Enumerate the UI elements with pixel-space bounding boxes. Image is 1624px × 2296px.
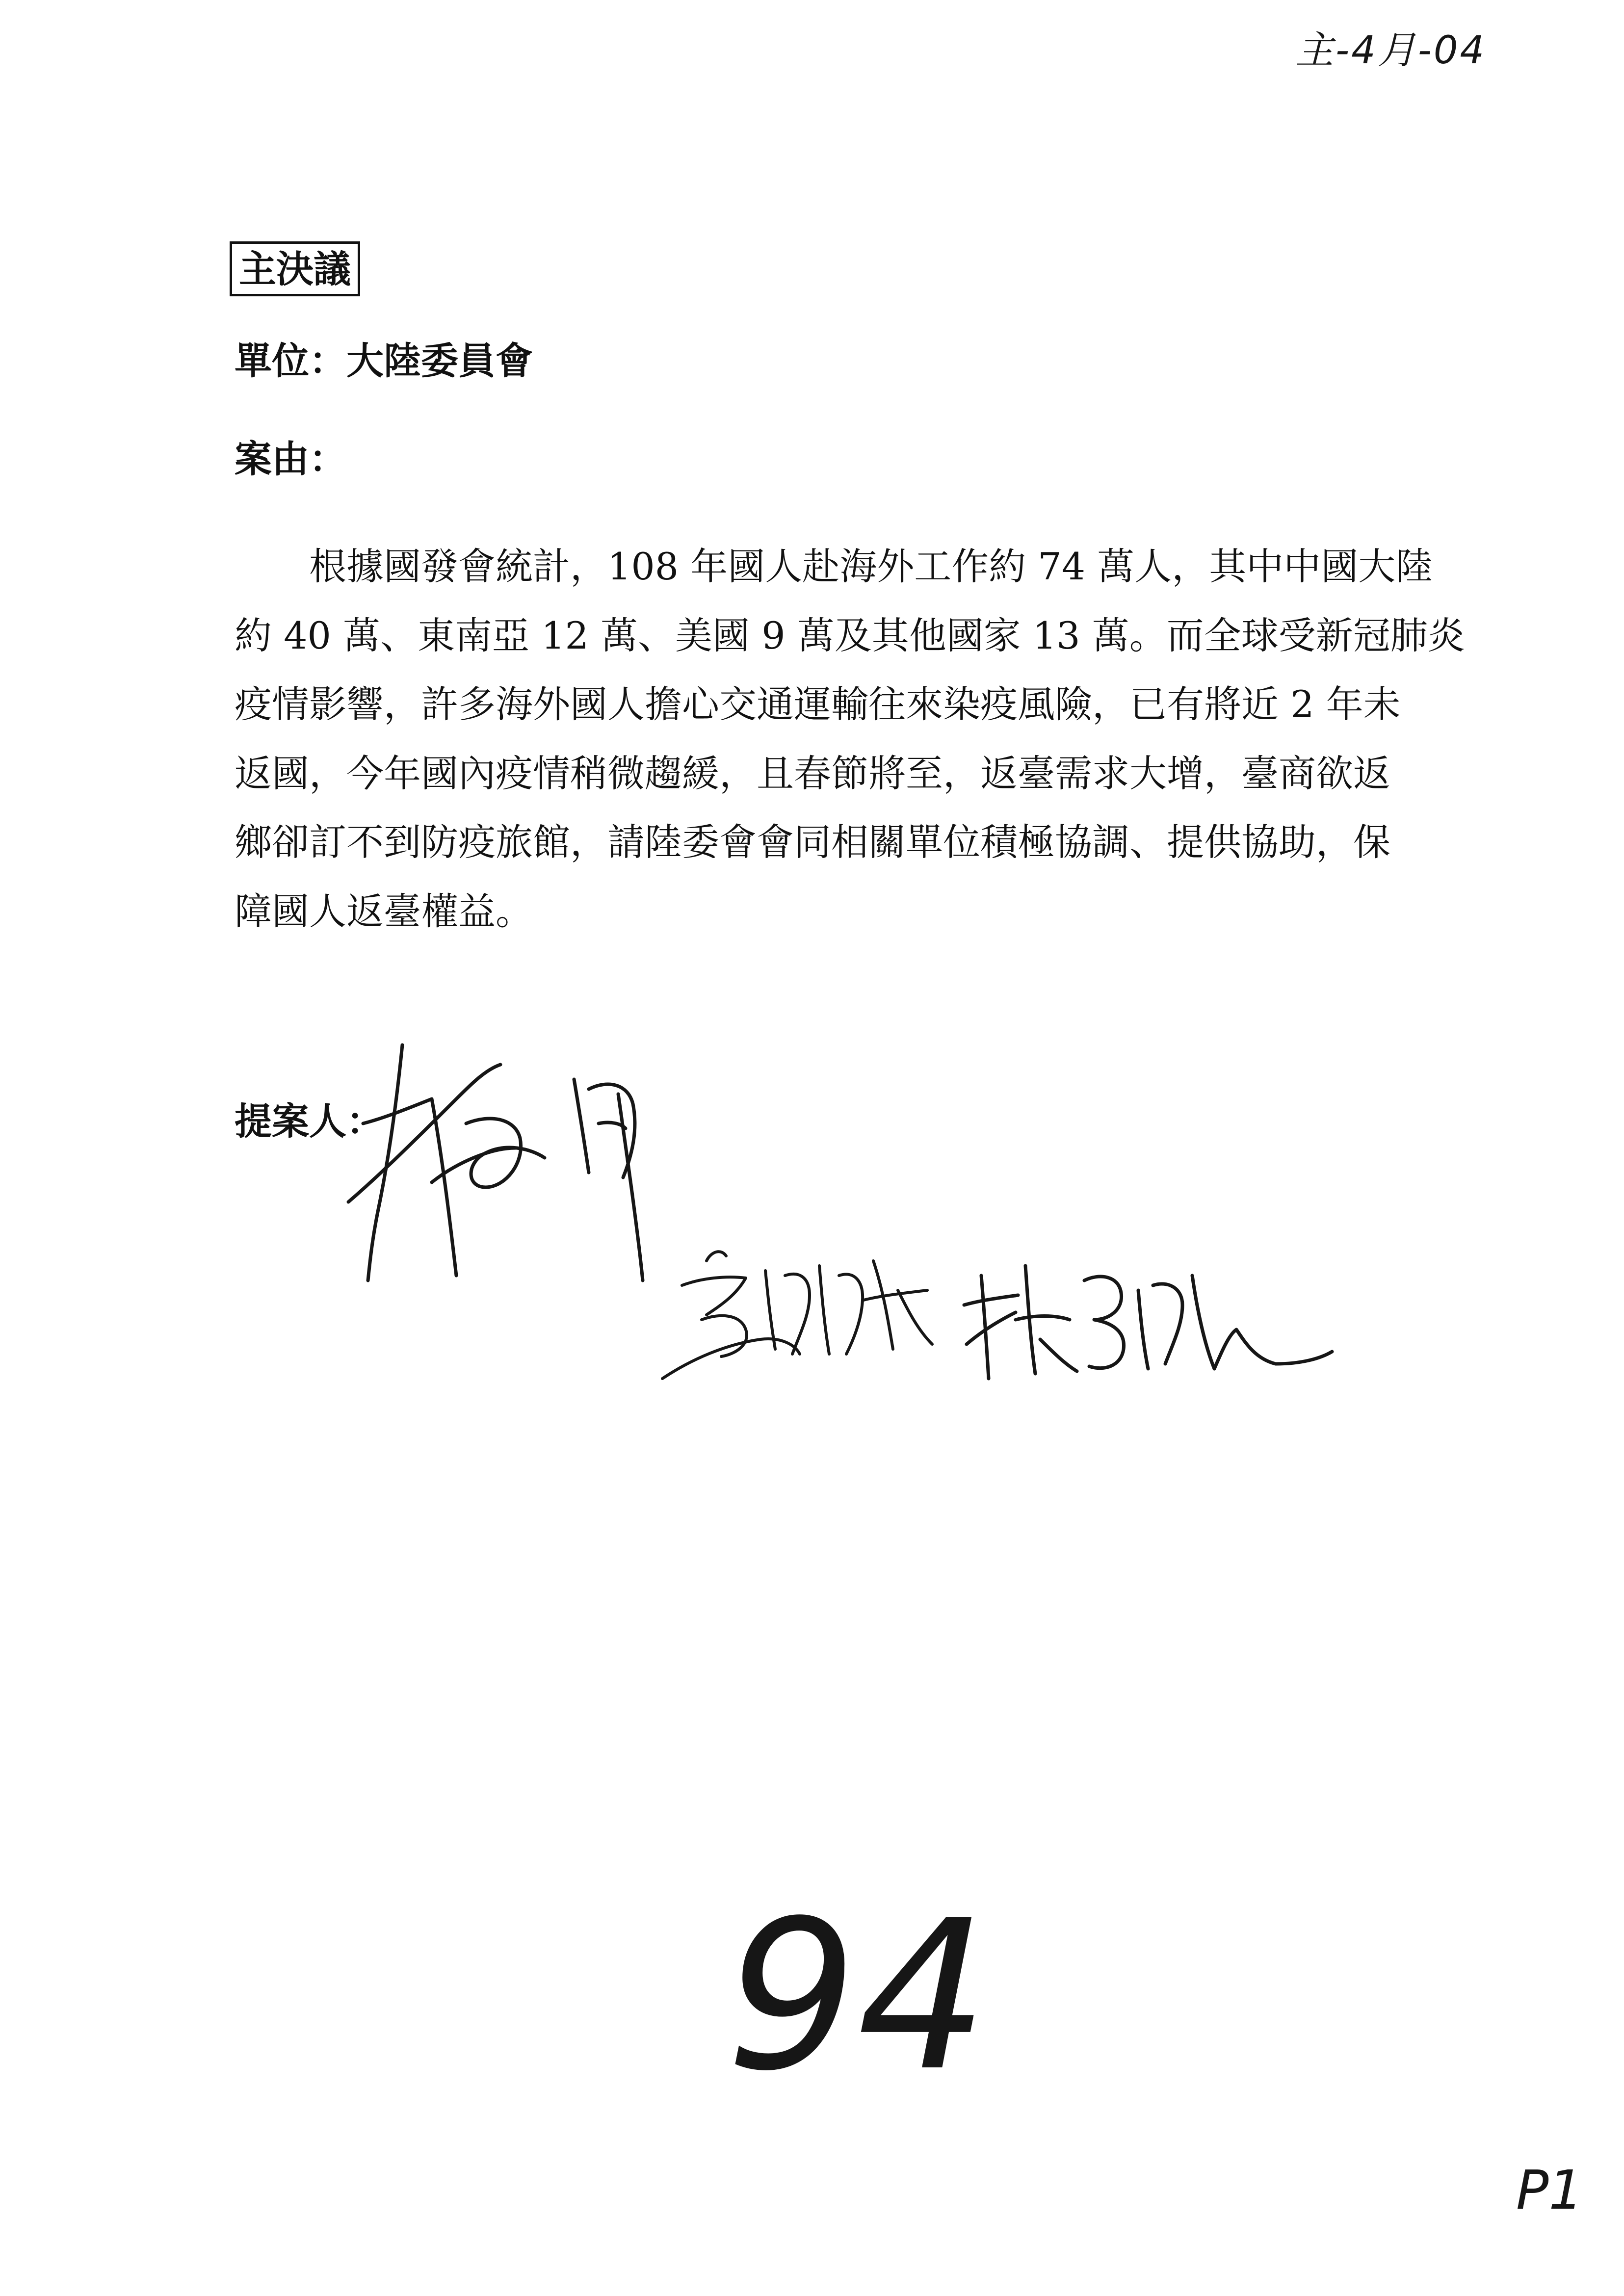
body-line: 疫情影響，許多海外國人擔心交通運輸往來染疫風險，已有將近 2 年未 <box>235 682 1401 727</box>
reason-row <box>235 437 346 481</box>
signature-2 <box>653 1231 947 1393</box>
reason-body <box>235 532 1465 946</box>
unit-value: 大陸委員會 <box>346 339 533 383</box>
body-line: 根據國發會統計，108 年國人赴海外工作約 74 萬人，其中中國大陸 <box>235 545 1433 588</box>
reason-colon: ： <box>309 437 346 481</box>
unit-label: 單位 <box>235 339 309 383</box>
main-resolution-label: 主決議 <box>230 241 360 296</box>
body-line: 約 40 萬、東南亞 12 萬、美國 9 萬及其他國家 13 萬。而全球受新冠肺炎 <box>235 613 1465 657</box>
signature-1 <box>343 1025 677 1300</box>
handwritten-document-code: 主-4月-04 <box>1295 28 1487 73</box>
proposer-label: 提案人 <box>235 1099 346 1143</box>
proposer-colon: ： <box>346 1099 384 1143</box>
reason-label: 案由 <box>235 437 309 481</box>
unit-row <box>235 339 533 383</box>
handwritten-page-number: 94 <box>726 1877 989 2116</box>
body-line: 障國人返臺權益。 <box>235 889 533 933</box>
body-line: 鄉卻訂不到防疫旅館，請陸委會會同相關單位積極協調、提供協助，保 <box>235 820 1390 864</box>
handwritten-page-marker: P1 <box>1516 2159 1583 2221</box>
signature-3 <box>962 1246 1335 1393</box>
body-line: 返國，今年國內疫情稍微趨緩，且春節將至，返臺需求大增，臺商欲返 <box>235 751 1390 795</box>
unit-colon: ： <box>309 339 346 383</box>
